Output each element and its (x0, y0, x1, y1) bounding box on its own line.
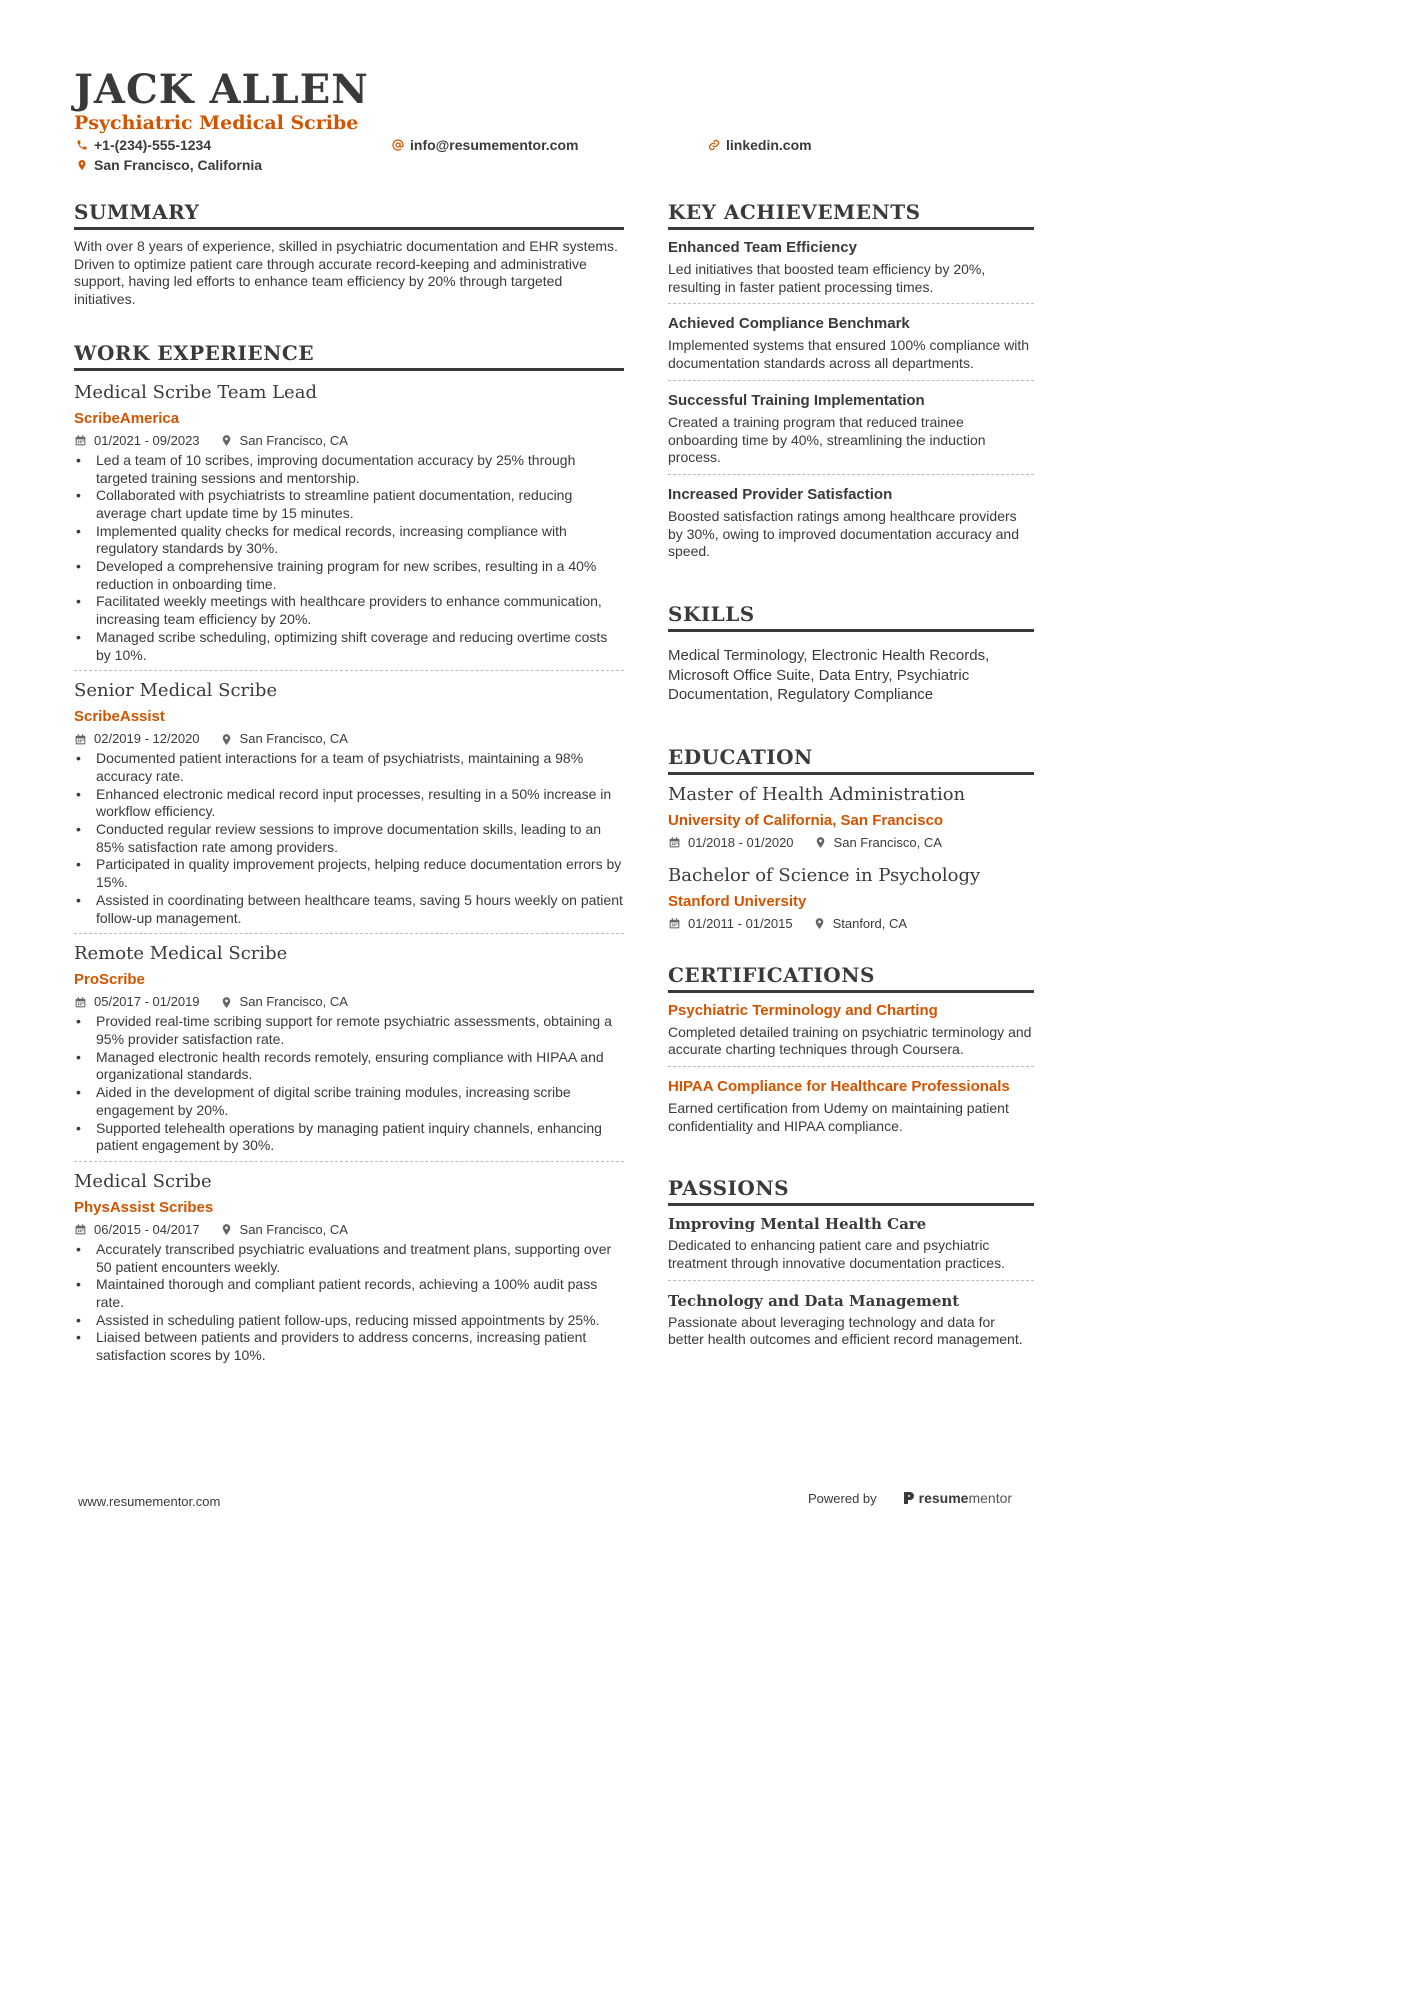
calendar-icon (668, 917, 681, 930)
brand-logo[interactable] (903, 1490, 1012, 1506)
education-heading: EDUCATION (668, 745, 1034, 775)
bullet-item: • Liaised between patients and providers to address concerns, increasing patient satisfaction scores by 10%. (74, 1329, 624, 1364)
bullet-item: • Managed scribe scheduling, optimizing shift coverage and reducing overtime costs by 10%. (74, 629, 624, 664)
dates: 02/2019 - 12/2020 (94, 731, 200, 747)
passion-item (668, 1280, 1034, 1356)
degree: Bachelor of Science in Psychology (668, 864, 981, 886)
school-name: University of California, San Francisco (668, 811, 944, 829)
map-pin-icon (76, 159, 88, 171)
meta-row (74, 432, 624, 450)
footer-powered-by (808, 1490, 1012, 1506)
passions-list (668, 1206, 1034, 1356)
meta-row (74, 730, 624, 748)
brand-name-a: resume (918, 1490, 969, 1506)
job-title: Medical Scribe (74, 1170, 212, 1192)
achievements-list (668, 230, 1034, 568)
job-bullets (74, 750, 624, 927)
skills-heading: SKILLS (668, 602, 1034, 632)
certification-item (668, 993, 1034, 1066)
passion-item (668, 1206, 1034, 1279)
job-title: Remote Medical Scribe (74, 943, 288, 965)
map-pin-icon (220, 996, 233, 1009)
phone-text: +1-(234)-555-1234 (94, 137, 212, 153)
at-icon (392, 139, 404, 151)
job-bullets (74, 1013, 624, 1155)
bullet-item: • Maintained thorough and compliant patient records, achieving a 100% audit pass rate. (74, 1276, 624, 1311)
map-pin-icon (814, 836, 827, 849)
job-title: Psychiatric Medical Scribe (74, 112, 359, 134)
meta-row (668, 915, 1034, 933)
passions-heading: PASSIONS (668, 1176, 1034, 1206)
bullet-item: • Accurately transcribed psychiatric evaluations and treatment plans, supporting over 50 patient encounters weekly. (74, 1241, 624, 1276)
dates: 01/2021 - 09/2023 (94, 432, 200, 448)
job-bullets (74, 452, 624, 664)
map-pin-icon (220, 1223, 233, 1236)
achievement-item (668, 303, 1034, 379)
bullet-item: • Facilitated weekly meetings with healthcare providers to enhance communication, increasing team efficiency by 20%. (74, 593, 624, 628)
bullet-item: • Implemented quality checks for medical records, increasing compliance with regulatory standards by 30%. (74, 523, 624, 558)
map-pin-icon (220, 434, 233, 447)
brand-mark-icon (903, 1491, 915, 1505)
bullet-item: • Provided real-time scribing support for remote psychiatric assessments, obtaining a 95% provider satisfaction rate. (74, 1013, 624, 1048)
achievement-title: Increased Provider Satisfaction (668, 485, 893, 503)
job-title: Medical Scribe Team Lead (74, 381, 317, 403)
certification-text: Earned certification from Udemy on maintaining patient confidentiality and HIPAA compliance. (668, 1099, 1009, 1134)
job-entry (74, 933, 624, 1161)
achievement-text: Boosted satisfaction ratings among healthcare providers by 30%, owing to improved documentation accuracy and speed. (668, 507, 1019, 560)
left-column (74, 200, 624, 1371)
bullet-item: • Developed a comprehensive training program for new scribes, resulting in a 40% reduction in onboarding time. (74, 558, 624, 593)
bullet-item: • Assisted in scheduling patient follow-ups, reducing missed appointments by 25%. (74, 1312, 624, 1330)
achievement-text: Created a training program that reduced trainee onboarding time by 40%, streamlining the induction process. (668, 413, 986, 466)
calendar-icon (74, 434, 87, 447)
calendar-icon (668, 836, 681, 849)
contact-phone (76, 136, 211, 154)
certifications-list (668, 993, 1034, 1143)
map-pin-icon (220, 733, 233, 746)
map-pin-icon (813, 917, 826, 930)
bullet-item: • Assisted in coordinating between healthcare teams, saving 5 hours weekly on patient follow-up management. (74, 892, 624, 927)
location (220, 730, 348, 748)
location (813, 915, 907, 933)
job-entry (74, 371, 624, 670)
dates: 01/2018 - 01/2020 (688, 834, 794, 850)
meta-row (74, 993, 624, 1011)
certification-text: Completed detailed training on psychiatric terminology and accurate charting techniques through Coursera. (668, 1023, 1032, 1058)
certifications-heading: CERTIFICATIONS (668, 963, 1034, 993)
job-entry (74, 670, 624, 933)
location-text: San Francisco, CA (239, 731, 348, 747)
achievement-item (668, 474, 1034, 568)
certification-title: Psychiatric Terminology and Charting (668, 1001, 938, 1019)
bullet-item: • Documented patient interactions for a team of psychiatrists, maintaining a 98% accuracy rate. (74, 750, 624, 785)
achievement-title: Successful Training Implementation (668, 391, 925, 409)
linkedin-text[interactable]: linkedin.com (726, 137, 812, 153)
contact-linkedin[interactable] (708, 136, 812, 154)
work-list (74, 371, 624, 1371)
bullet-item: • Led a team of 10 scribes, improving documentation accuracy by 25% through targeted training sessions and mentorship. (74, 452, 624, 487)
bullet-item: • Participated in quality improvement projects, helping reduce documentation errors by 15%. (74, 856, 624, 891)
school-name: Stanford University (668, 892, 807, 910)
company-name: ScribeAssist (74, 708, 165, 726)
passion-text: Passionate about leveraging technology and data for better health outcomes and efficient record management. (668, 1313, 1023, 1348)
location-text: San Francisco, CA (239, 994, 348, 1010)
bullet-item: • Conducted regular review sessions to improve documentation skills, leading to an 85% satisfaction rate among providers. (74, 821, 624, 856)
meta-row (74, 1221, 624, 1239)
passion-title: Improving Mental Health Care (668, 1215, 927, 1234)
location (220, 1221, 348, 1239)
location-text: San Francisco, CA (239, 432, 348, 448)
education-item (668, 852, 1034, 933)
calendar-icon (74, 733, 87, 746)
education-item (668, 775, 1034, 852)
bullet-item: • Aided in the development of digital scribe training modules, increasing scribe engagement by 20%. (74, 1084, 624, 1119)
achievements-heading: KEY ACHIEVEMENTS (668, 200, 1034, 230)
contact-email[interactable] (392, 136, 578, 154)
job-bullets (74, 1241, 624, 1365)
phone-icon (76, 139, 88, 151)
powered-by-text: Powered by (808, 1490, 877, 1506)
summary-text: With over 8 years of experience, skilled in psychiatric documentation and EHR systems. Driven to optimize patient care through accurate record-keeping and administrative support, having led efforts to enhance team efficiency by 20% through targeted initiatives. (74, 238, 618, 308)
location (220, 993, 348, 1011)
achievement-text: Implemented systems that ensured 100% compliance with documentation standards across all departments. (668, 337, 1030, 372)
right-column (668, 200, 1034, 1356)
dates: 06/2015 - 04/2017 (94, 1221, 200, 1237)
achievement-title: Enhanced Team Efficiency (668, 239, 857, 256)
company-name: PhysAssist Scribes (74, 1198, 214, 1216)
work-heading: WORK EXPERIENCE (74, 341, 624, 371)
bullet-item: • Managed electronic health records remotely, ensuring compliance with HIPAA and organizational standards. (74, 1049, 624, 1084)
link-icon (708, 139, 720, 151)
education-list (668, 775, 1034, 933)
job-entry (74, 1161, 624, 1371)
location-text: San Francisco, CA (833, 834, 942, 850)
skills-text: Medical Terminology, Electronic Health Records, Microsoft Office Suite, Data Entry, Psychiatric Documentation, Regulatory Compliance (668, 647, 990, 704)
company-name: ProScribe (74, 971, 145, 989)
location-text: San Francisco, California (94, 157, 263, 173)
meta-row (668, 834, 1034, 852)
certification-title: HIPAA Compliance for Healthcare Professionals (668, 1077, 1010, 1095)
brand-name-b: mentor (968, 1490, 1013, 1506)
bullet-item: • Enhanced electronic medical record input processes, resulting in a 50% increase in workflow efficiency. (74, 786, 624, 821)
summary-heading: SUMMARY (74, 200, 624, 230)
dates: 01/2011 - 01/2015 (688, 915, 793, 931)
contact-location (76, 156, 262, 174)
degree: Master of Health Administration (668, 783, 966, 805)
passion-text: Dedicated to enhancing patient care and psychiatric treatment through innovative documentation practices. (668, 1237, 1005, 1272)
location (220, 432, 348, 450)
achievement-title: Achieved Compliance Benchmark (668, 315, 910, 333)
calendar-icon (74, 996, 87, 1009)
achievement-text: Led initiatives that boosted team efficiency by 20%, resulting in faster patient processing times. (668, 261, 986, 295)
achievement-item (668, 380, 1034, 474)
calendar-icon (74, 1223, 87, 1236)
job-title: Senior Medical Scribe (74, 680, 278, 702)
bullet-item: • Supported telehealth operations by managing patient inquiry channels, enhancing patient engagement by 30%. (74, 1120, 624, 1155)
location (814, 834, 942, 852)
certification-item (668, 1066, 1034, 1142)
location-text: Stanford, CA (832, 915, 908, 931)
email-text[interactable]: info@resumementor.com (410, 137, 579, 153)
footer-website[interactable]: www.resumementor.com (78, 1494, 221, 1509)
company-name: ScribeAmerica (74, 409, 180, 427)
dates: 05/2017 - 01/2019 (94, 994, 200, 1010)
candidate-name: JACK ALLEN (74, 66, 369, 113)
bullet-item: • Collaborated with psychiatrists to streamline patient documentation, reducing average chart update time by 15 minutes. (74, 487, 624, 522)
achievement-item (668, 230, 1034, 303)
location-text: San Francisco, CA (239, 1221, 348, 1237)
passion-title: Technology and Data Management (668, 1291, 960, 1310)
